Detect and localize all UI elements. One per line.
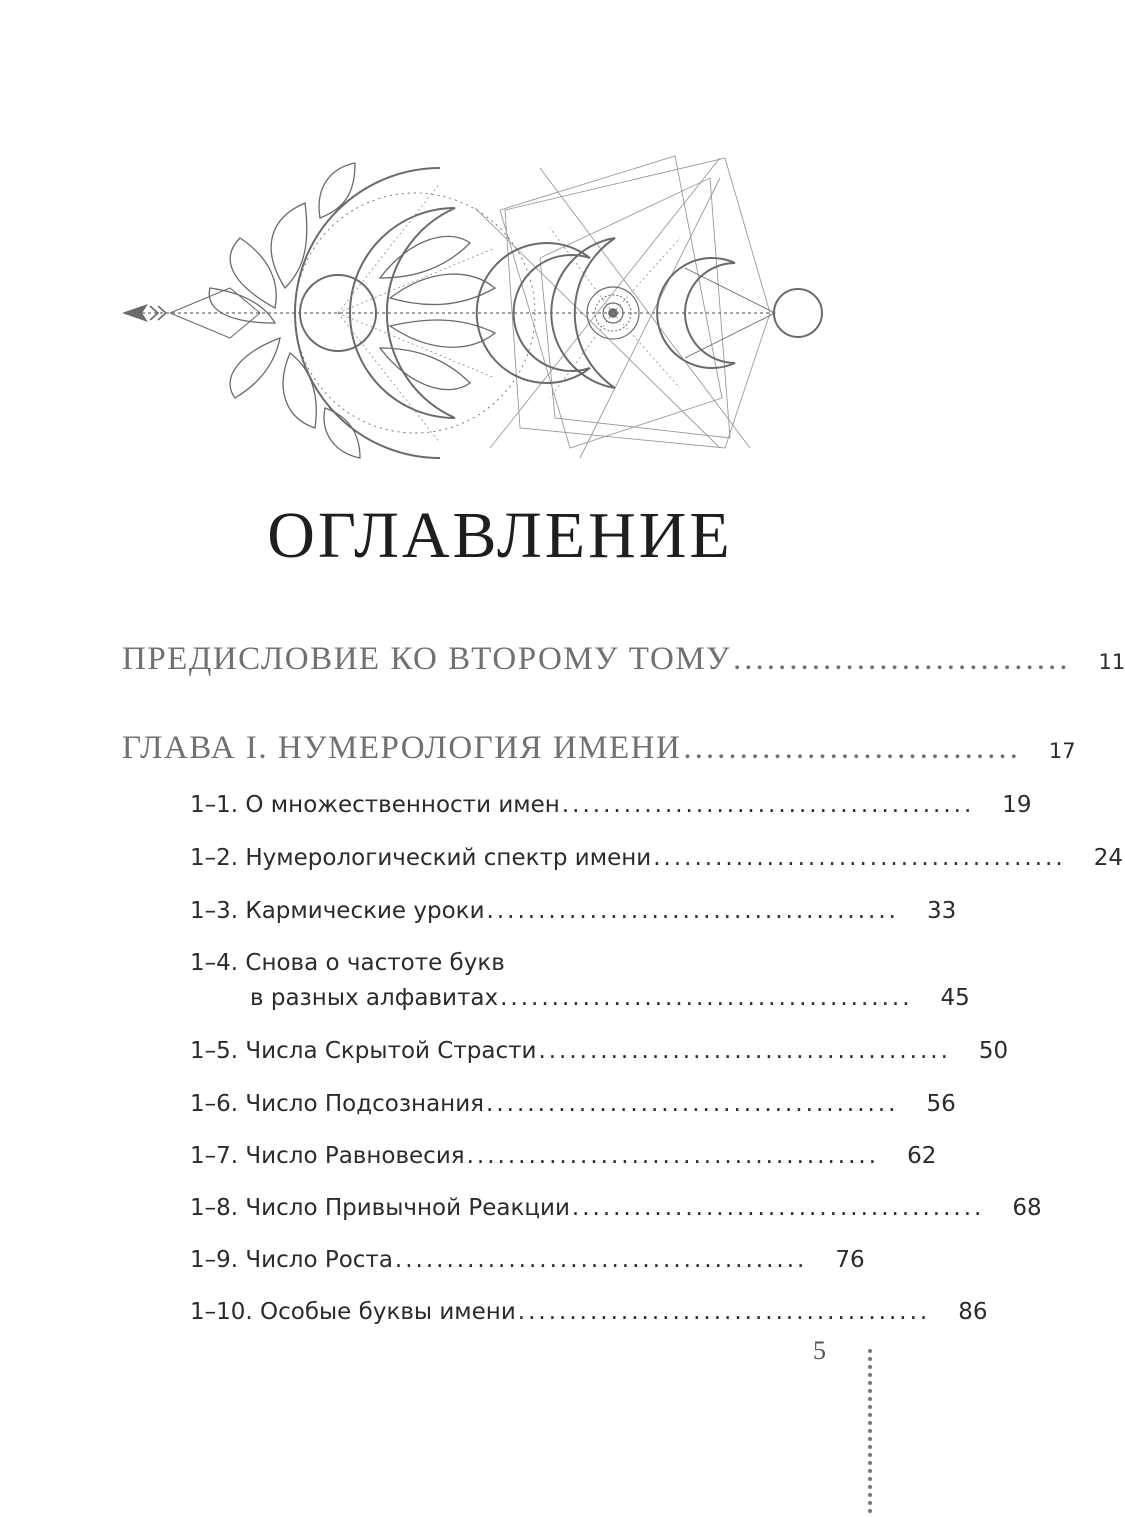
toc-entry-page: 76 [835,1247,865,1273]
leader-dots: ........................................ [486,1091,899,1117]
toc-entry-1-2[interactable] [190,845,1123,871]
toc-entry-label: 1–10. Особые буквы имени [190,1299,516,1325]
toc-entry-page: 17 [1048,739,1076,763]
leader-dots: .............................. [733,641,1071,677]
toc-entry-page: 45 [940,985,970,1011]
toc-entry-1-4-first-line[interactable]: 1–4. Снова о частоте букв [190,950,505,976]
leader-dots: ........................................ [394,1247,808,1273]
toc-entry-1-9[interactable] [190,1247,865,1273]
leader-dots: ........................................ [500,985,913,1011]
leader-dots: ........................................ [561,792,975,818]
toc-entry-page: 33 [926,898,957,924]
toc-entry-page: 68 [1012,1195,1042,1221]
toc-entry-label: 1–2. Нумерологический спектр имени [190,845,652,871]
toc-entry-1-7[interactable] [190,1143,937,1169]
toc-entry-label: 1–9. Число Роста [190,1247,393,1273]
toc-entry-1-10[interactable] [190,1299,988,1325]
toc-entry-page: 86 [958,1299,988,1325]
toc-entry-preface[interactable] [122,641,1125,678]
leader-dots: ........................................ [517,1299,931,1325]
toc-entry-1-8[interactable] [190,1195,1042,1221]
toc-entry-page: 50 [978,1038,1009,1064]
toc-entry-label: ПРЕДИСЛОВИЕ КО ВТОРОМУ ТОМУ [122,641,732,677]
toc-entry-page: 56 [926,1091,956,1117]
page-title: ОГЛАВЛЕНИЕ [267,499,733,572]
toc-entry-label: 1–1. О множественности имен [190,792,560,818]
leader-dots: .............................. [683,730,1021,766]
toc-entry-page: 24 [1093,845,1123,871]
leader-dots: ........................................ [466,1143,880,1169]
toc-entry-label: в разных алфавитах [250,985,499,1011]
toc-entry-label: 1–3. Кармические уроки [190,898,485,924]
edge-dots-decoration-icon [862,1348,878,1513]
toc-entry-page: 19 [1002,792,1032,818]
toc-entry-1-6[interactable] [190,1091,956,1117]
toc-entry-page: 62 [907,1143,937,1169]
toc-entry-1-1[interactable] [190,792,1032,818]
toc-entry-label: ГЛАВА I. НУМЕРОЛОГИЯ ИМЕНИ [122,730,682,766]
toc-entry-1-5[interactable] [190,1038,1009,1064]
leader-dots: ........................................ [653,845,1066,871]
celestial-ornament-icon [110,148,840,478]
leader-dots: ........................................ [571,1195,985,1221]
page-number: 5 [813,1336,826,1365]
toc-entry-1-4[interactable] [190,985,970,1011]
toc-entry-1-3[interactable] [190,898,957,924]
leader-dots: ........................................ [486,898,899,924]
toc-entry-chapter-1[interactable] [122,730,1076,767]
toc-entry-label: 1–6. Число Подсознания [190,1091,485,1117]
toc-entry-label: 1–7. Число Равновесия [190,1143,465,1169]
toc-entry-label: 1–5. Числа Скрытой Страсти [190,1038,537,1064]
leader-dots: ........................................ [538,1038,951,1064]
toc-entry-label: 1–8. Число Привычной Реакции [190,1195,570,1221]
toc-entry-page: 11 [1098,650,1125,674]
